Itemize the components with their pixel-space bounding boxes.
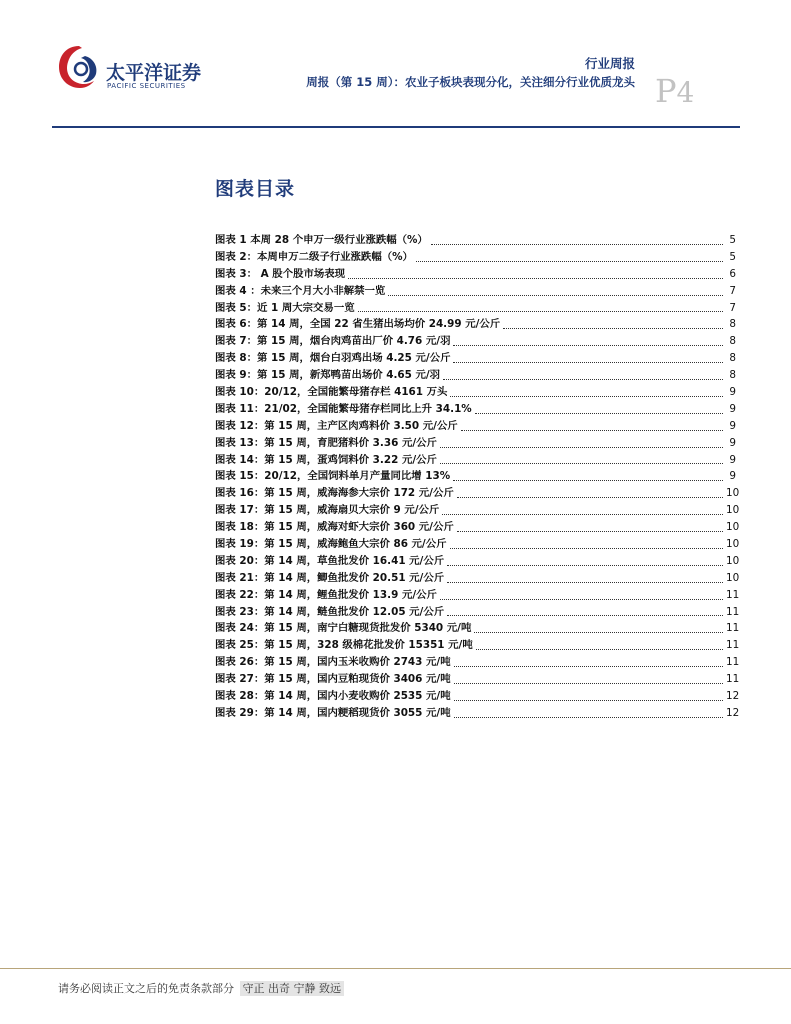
toc-entry[interactable] [215, 654, 740, 671]
toc-entry-page[interactable]: 10 [726, 504, 740, 517]
toc-leader-dots [453, 480, 723, 481]
toc-entry[interactable] [215, 232, 736, 249]
toc-entry[interactable] [215, 435, 736, 452]
toc-entry-page[interactable]: 7 [729, 301, 736, 314]
toc-leader-dots [503, 328, 723, 329]
toc-entry-label[interactable]: 图表 5：近 1 周大宗交易一览 [215, 301, 355, 314]
toc-entry-label[interactable]: 图表 24：第 15 周，南宁白糖现货批发价 5340 元/吨 [215, 622, 472, 635]
toc-leader-dots [447, 565, 723, 566]
toc-entry-page[interactable]: 12 [726, 690, 740, 703]
toc-entry-label[interactable]: 图表 21：第 14 周，鲫鱼批发价 20.51 元/公斤 [215, 571, 445, 584]
toc-entry-page[interactable]: 11 [726, 673, 740, 686]
toc-entry-label[interactable]: 图表 23：第 14 周，鲢鱼批发价 12.05 元/公斤 [215, 605, 445, 618]
toc-entry-page[interactable]: 12 [726, 706, 740, 719]
toc-entry-page[interactable]: 8 [729, 335, 736, 348]
toc-entry-label[interactable]: 图表 26：第 15 周，国内玉米收购价 2743 元/吨 [215, 656, 451, 669]
toc-entry[interactable] [215, 705, 740, 722]
toc-leader-dots [443, 379, 723, 380]
toc-entry[interactable] [215, 688, 740, 705]
toc-entry[interactable] [215, 502, 740, 519]
toc-leader-dots [431, 244, 723, 245]
toc-entry-page[interactable]: 11 [726, 588, 740, 601]
toc-entry-page[interactable]: 9 [729, 386, 736, 398]
toc-entry[interactable] [215, 485, 740, 502]
toc-leader-dots [453, 345, 723, 346]
toc-entry-label[interactable]: 图表 16：第 15 周，威海海参大宗价 172 元/公斤 [215, 487, 454, 500]
toc-entry-label[interactable]: 图表 3： A 股个股市场表现 [215, 267, 346, 280]
toc-entry-page[interactable]: 10 [726, 521, 740, 534]
toc-entry-page[interactable]: 6 [729, 267, 736, 280]
toc-entry-label[interactable]: 图表 10：20/12，全国能繁母猪存栏 4161 万头 [215, 386, 448, 398]
toc-leader-dots [358, 311, 723, 312]
toc-entry-label[interactable]: 图表 17：第 15 周，威海扇贝大宗价 9 元/公斤 [215, 504, 440, 517]
toc-leader-dots [447, 615, 723, 616]
toc-leader-dots [450, 396, 723, 397]
toc-leader-dots [388, 295, 723, 296]
toc-entry-label[interactable]: 图表 1 本周 28 个申万一级行业涨跌幅（%） [215, 233, 428, 246]
report-type-label: 行业周报 [584, 56, 635, 71]
toc-entry[interactable] [215, 316, 736, 333]
footer-disclaimer: 请务必阅读正文之后的免责条款部分 [58, 982, 234, 995]
toc-entry-page[interactable]: 8 [729, 369, 736, 382]
toc-entry-label[interactable]: 图表 11：21/02，全国能繁母猪存栏同比上升 34.1% [215, 402, 472, 415]
toc-entry-page[interactable]: 10 [726, 571, 740, 584]
toc-entry-label[interactable]: 图表 28：第 14 周，国内小麦收购价 2535 元/吨 [215, 690, 451, 703]
toc-entry[interactable] [215, 266, 736, 283]
logo-chinese-name: 太平洋证券 [106, 62, 202, 84]
page-prefix: P [655, 72, 677, 110]
toc-entry-page[interactable]: 9 [729, 402, 736, 415]
toc-entry-page[interactable]: 9 [729, 419, 736, 432]
toc-leader-dots [348, 278, 723, 279]
table-of-figures [215, 232, 740, 722]
header-divider [52, 126, 740, 128]
toc-entry-page[interactable]: 8 [729, 352, 736, 365]
toc-entry-label[interactable]: 图表 6：第 14 周，全国 22 省生猪出场均价 24.99 元/公斤 [215, 318, 501, 331]
toc-entry-page[interactable]: 11 [726, 639, 740, 652]
toc-entry[interactable] [215, 536, 740, 553]
toc-entry-label[interactable]: 图表 22：第 14 周，鲤鱼批发价 13.9 元/公斤 [215, 588, 437, 601]
toc-entry[interactable] [215, 283, 736, 300]
toc-entry-page[interactable]: 5 [729, 233, 736, 246]
toc-entry-label[interactable]: 图表 9：第 15 周，新郑鸭苗出场价 4.65 元/羽 [215, 369, 441, 382]
toc-leader-dots [440, 599, 723, 600]
toc-entry-label[interactable]: 图表 25：第 15 周，328 级棉花批发价 15351 元/吨 [215, 639, 473, 652]
toc-entry[interactable] [215, 401, 736, 418]
toc-entry-label[interactable]: 图表 15：20/12，全国饲料单月产量同比增 13% [215, 470, 451, 483]
toc-entry-label[interactable]: 图表 29：第 14 周，国内粳稻现货价 3055 元/吨 [215, 706, 451, 719]
toc-leader-dots [476, 649, 723, 650]
toc-leader-dots [450, 548, 723, 549]
toc-entry[interactable] [215, 300, 736, 317]
toc-entry[interactable] [215, 637, 740, 654]
footer-divider [0, 968, 791, 969]
toc-entry[interactable] [215, 671, 740, 688]
toc-entry-page[interactable]: 11 [726, 605, 740, 618]
toc-leader-dots [457, 531, 723, 532]
toc-entry[interactable] [215, 333, 736, 350]
toc-leader-dots [461, 430, 723, 431]
toc-heading: 图表目录 [215, 178, 296, 200]
toc-entry-label[interactable]: 图表 8：第 15 周，烟台白羽鸡出场 4.25 元/公斤 [215, 352, 451, 365]
toc-entry-page[interactable]: 10 [726, 554, 740, 567]
page-number-value: 4 [676, 76, 695, 109]
toc-entry-page[interactable]: 10 [726, 538, 740, 551]
toc-leader-dots [416, 261, 723, 262]
toc-entry-label[interactable]: 图表 14：第 15 周，蛋鸡饲料价 3.22 元/公斤 [215, 453, 437, 466]
toc-entry-page[interactable]: 10 [726, 487, 740, 500]
toc-leader-dots [454, 666, 723, 667]
toc-entry[interactable] [215, 468, 736, 485]
toc-entry-page[interactable]: 8 [729, 318, 736, 331]
toc-leader-dots [474, 632, 723, 633]
toc-entry-label[interactable]: 图表 20：第 14 周，草鱼批发价 16.41 元/公斤 [215, 554, 445, 567]
logo-english-name: PACIFIC SECURITIES [107, 82, 186, 90]
toc-leader-dots [442, 514, 723, 515]
toc-entry-page[interactable]: 9 [729, 453, 736, 466]
toc-entry[interactable] [215, 519, 740, 536]
footer-slogan: 守正 出奇 宁静 致远 [240, 981, 345, 996]
pacific-securities-logo-icon [56, 42, 102, 92]
toc-entry-page[interactable]: 7 [729, 284, 736, 297]
toc-entry-label[interactable]: 图表 19：第 15 周，威海鲍鱼大宗价 86 元/公斤 [215, 538, 447, 551]
toc-entry[interactable] [215, 249, 736, 266]
toc-leader-dots [454, 700, 723, 701]
toc-entry[interactable] [215, 350, 736, 367]
toc-entry[interactable] [215, 384, 736, 401]
toc-entry[interactable] [215, 604, 740, 621]
toc-leader-dots [454, 683, 723, 684]
toc-entry[interactable] [215, 620, 740, 637]
toc-leader-dots [453, 362, 723, 363]
toc-entry-label[interactable]: 图表 7：第 15 周，烟台肉鸡苗出厂价 4.76 元/羽 [215, 335, 451, 348]
toc-entry-page[interactable]: 9 [729, 470, 736, 483]
toc-leader-dots [454, 717, 723, 718]
company-logo [56, 42, 216, 102]
toc-entry[interactable] [215, 570, 740, 587]
toc-entry[interactable] [215, 418, 736, 435]
toc-entry-label[interactable]: 图表 4 ：未来三个月大小非解禁一览 [215, 284, 386, 297]
toc-entry-page[interactable]: 9 [729, 436, 736, 449]
toc-entry[interactable] [215, 553, 740, 570]
toc-leader-dots [440, 447, 723, 448]
page-number [655, 72, 694, 110]
toc-entry[interactable] [215, 587, 740, 604]
report-title: 周报（第 15 周）：农业子板块表现分化，关注细分行业优质龙头 [306, 75, 635, 89]
toc-entry-label[interactable]: 图表 18：第 15 周，威海对虾大宗价 360 元/公斤 [215, 521, 454, 534]
toc-entry-label[interactable]: 图表 12：第 15 周，主产区肉鸡料价 3.50 元/公斤 [215, 419, 458, 432]
toc-leader-dots [447, 582, 723, 583]
toc-entry[interactable] [215, 367, 736, 384]
toc-entry-label[interactable]: 图表 27：第 15 周，国内豆粕现货价 3406 元/吨 [215, 673, 451, 686]
toc-entry-label[interactable]: 图表 2：本周申万二级子行业涨跌幅（%） [215, 250, 413, 263]
toc-leader-dots [457, 497, 723, 498]
toc-leader-dots [440, 463, 723, 464]
toc-entry-page[interactable]: 11 [726, 622, 740, 635]
toc-entry[interactable] [215, 452, 736, 469]
toc-entry-page[interactable]: 11 [726, 656, 740, 669]
toc-entry-label[interactable]: 图表 13：第 15 周，育肥猪料价 3.36 元/公斤 [215, 436, 437, 449]
toc-leader-dots [475, 413, 723, 414]
footer [58, 980, 344, 996]
toc-entry-page[interactable]: 5 [729, 250, 736, 263]
